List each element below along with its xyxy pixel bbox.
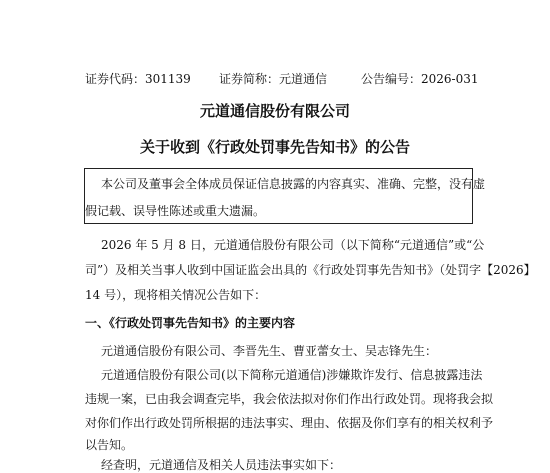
intro-line-2: 司”）及相关当事人收到中国证监会出具的《行政处罚事先告知书》（处罚字【2026】 <box>85 263 536 277</box>
security-code: 证券代码：301139 <box>85 72 191 86</box>
addressees: 元道通信股份有限公司、李晋先生、曹亚蕾女士、吴志锋先生： <box>101 344 438 358</box>
body-line-2: 违规一案，已由我会调查完毕，我会依法拟对你们作出行政处罚。现将我会拟 <box>85 392 494 406</box>
intro-line-1: 2026 年 5 月 8 日，元道通信股份有限公司（以下简称“元道通信”或“公 <box>101 238 485 252</box>
notice-line-2: 假记载、误导性陈述或重大遗漏。 <box>85 204 266 218</box>
notice-line-1: 本公司及董事会全体成员保证信息披露的内容真实、准确、完整，没有虚 <box>101 177 486 191</box>
body-line-1: 元道通信股份有限公司(以下简称元道通信)涉嫌欺诈发行、信息披露违法 <box>101 368 483 382</box>
announcement-number: 公告编号：2026-031 <box>361 72 479 86</box>
company-name: 元道通信股份有限公司 <box>199 102 350 120</box>
body-line-4: 以告知。 <box>85 438 134 452</box>
intro-line-3: 14 号），现将相关情况公告如下： <box>85 288 267 302</box>
announcement-title: 关于收到《行政处罚事先告知书》的公告 <box>139 138 410 156</box>
section-heading: 一、《行政处罚事先告知书》的主要内容 <box>85 316 296 330</box>
body-line-3: 对你们作出行政处罚所根据的违法事实、理由、依据及你们享有的相关权利予 <box>85 416 494 430</box>
finding-line: 经查明，元道通信及相关人员违法事实如下： <box>101 458 342 472</box>
security-short-name: 证券简称：元道通信 <box>219 72 328 86</box>
